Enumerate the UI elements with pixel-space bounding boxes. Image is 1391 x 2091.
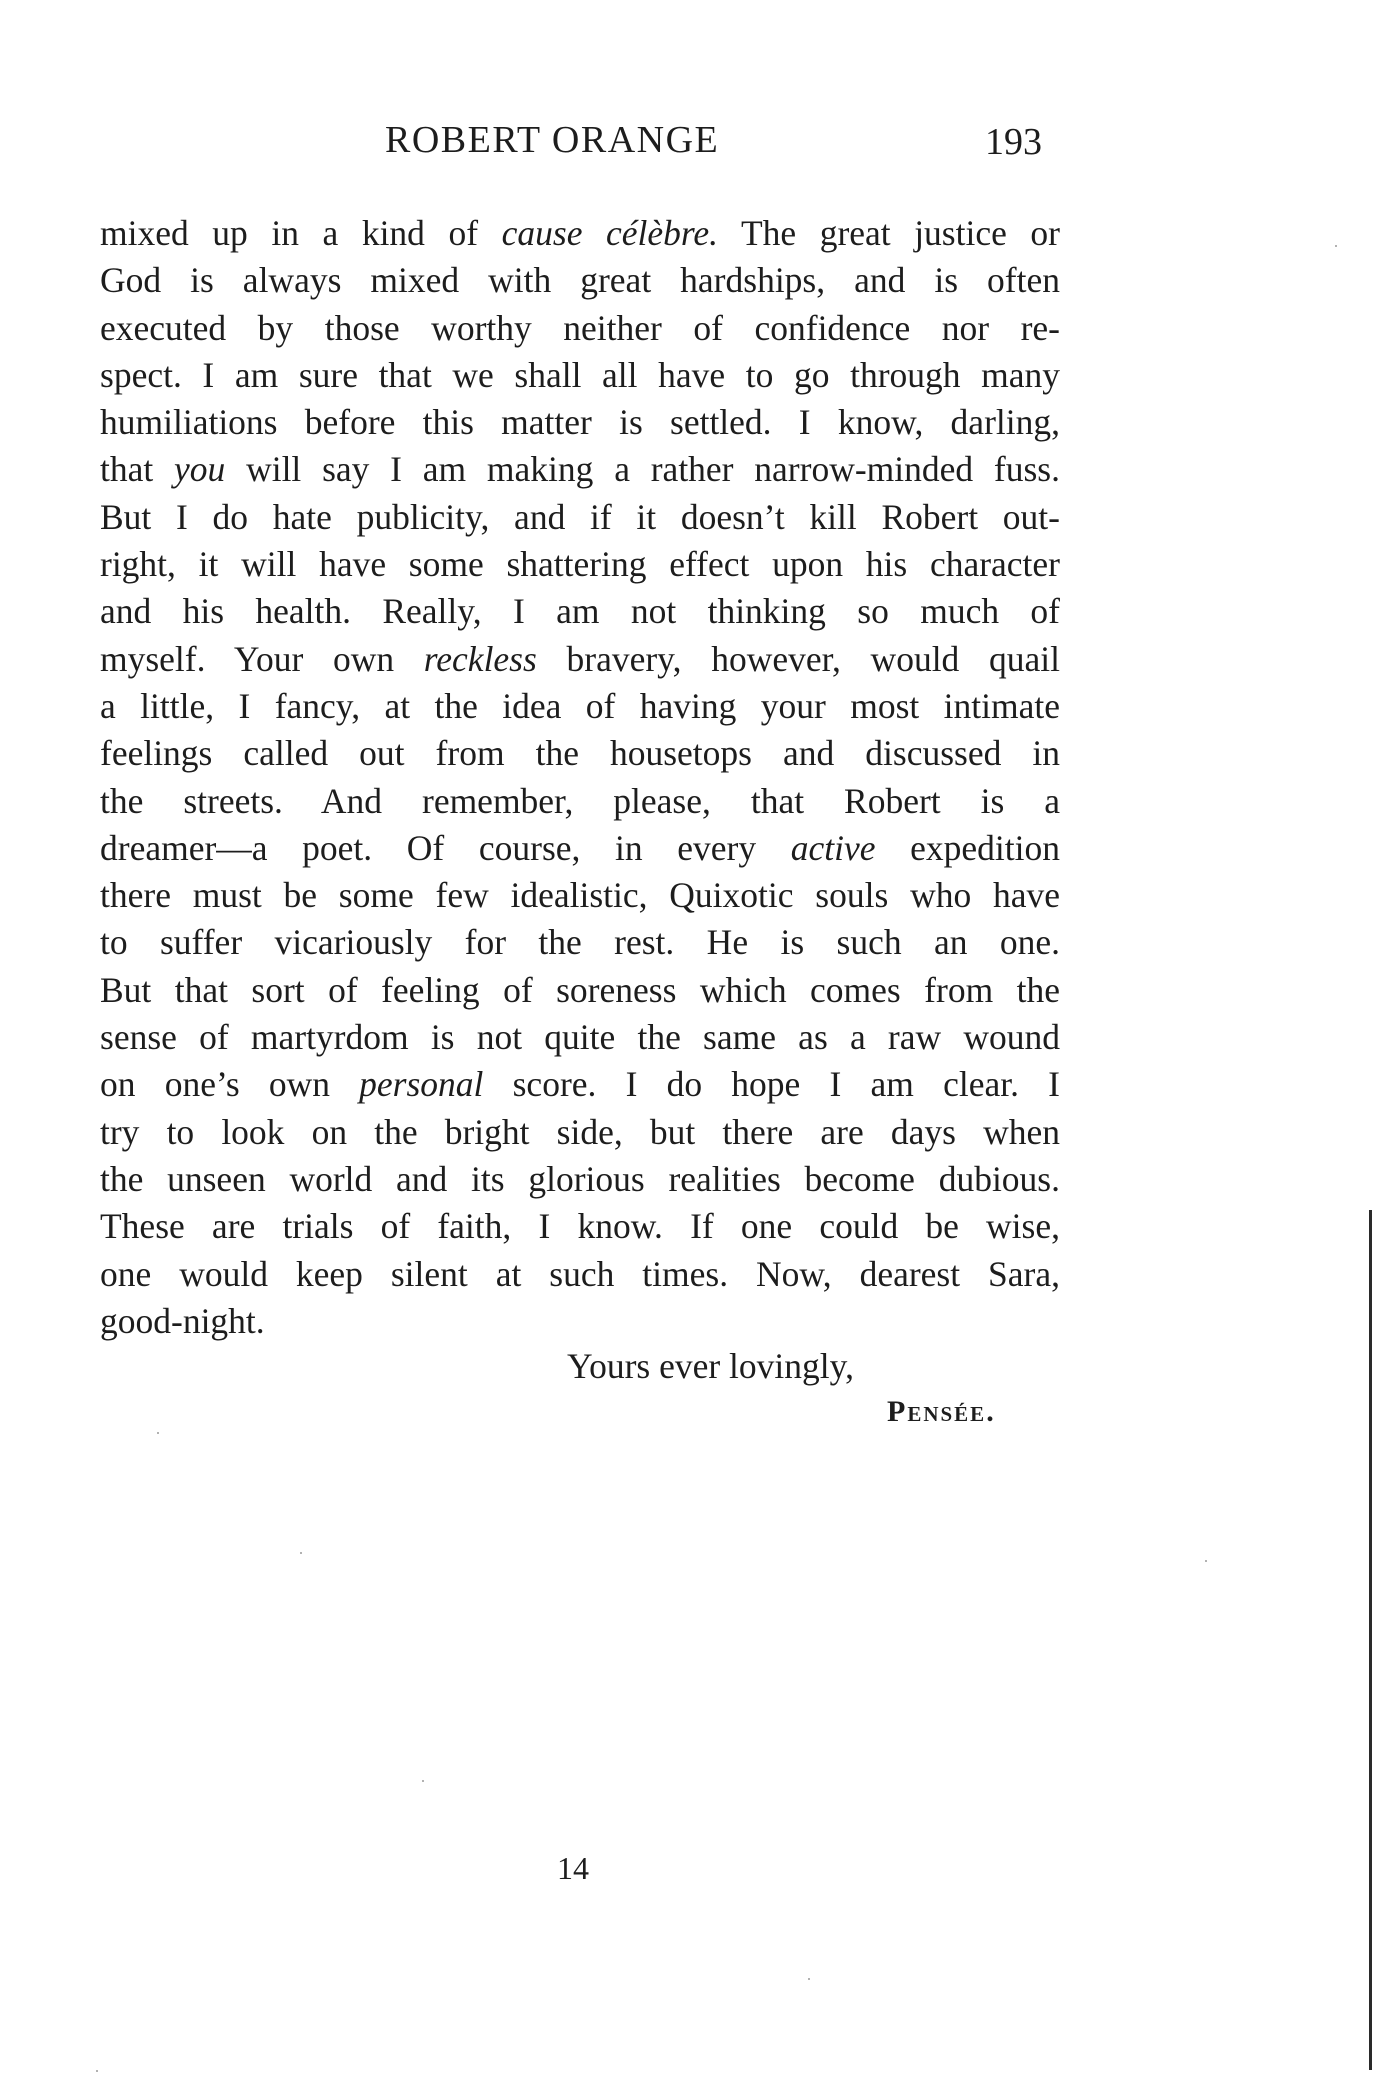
text-run: good-night. — [100, 1300, 265, 1341]
text-line — [100, 541, 1060, 588]
text-run: These are trials of faith, I know. If one could be wise, — [100, 1206, 1060, 1247]
text-line — [100, 919, 1060, 966]
text-line — [100, 305, 1060, 352]
italic-phrase: reckless — [423, 638, 537, 679]
text-run: sense of martyrdom is not quite the same as a raw wound — [100, 1017, 1060, 1058]
signature: Pensée. — [887, 1395, 996, 1428]
italic-phrase: personal — [359, 1064, 484, 1105]
text-line — [100, 1156, 1060, 1203]
text-line — [100, 494, 1060, 541]
text-run: right, it will have some shattering effect upon his character — [100, 544, 1060, 585]
text-line — [100, 210, 1060, 257]
paper-speck — [808, 1978, 810, 1980]
text-run: dreamer—a poet. Of course, in every — [100, 827, 791, 868]
text-run: But I do hate publicity, and if it doesn’t kill Robert out- — [100, 496, 1060, 537]
text-run: on one’s own — [100, 1064, 360, 1105]
text-run: But that sort of feeling of soreness which comes from the — [100, 969, 1060, 1010]
text-run: try to look on the bright side, but there are days when — [100, 1111, 1060, 1152]
text-line — [100, 636, 1060, 683]
text-line — [100, 872, 1060, 919]
text-line — [100, 1109, 1060, 1156]
text-run: God is always mixed with great hardships, and is often — [100, 260, 1060, 301]
text-line — [100, 352, 1060, 399]
text-run: that — [100, 449, 175, 490]
text-run: humiliations before this matter is settled. I know, darling, — [100, 402, 1060, 443]
text-line — [100, 399, 1060, 446]
valediction: Yours ever lovingly, — [567, 1346, 854, 1386]
text-run: will say I am making a rather narrow-minded fuss. — [225, 449, 1060, 490]
text-run: expedition — [875, 827, 1060, 868]
text-line — [100, 683, 1060, 730]
text-line — [100, 257, 1060, 304]
running-head — [0, 118, 1391, 168]
text-line — [100, 1251, 1060, 1298]
margin-rule — [1369, 1210, 1372, 2070]
text-line — [100, 1298, 1060, 1345]
text-line — [100, 1203, 1060, 1250]
paper-speck — [1335, 245, 1337, 247]
text-run: a little, I fancy, at the idea of having your most intimate — [100, 685, 1060, 726]
paper-speck — [96, 2070, 98, 2072]
text-run: and his health. Really, I am not thinking so much of — [100, 591, 1060, 632]
text-run: the unseen world and its glorious realities become dubious. — [100, 1158, 1060, 1199]
paper-speck — [300, 1552, 302, 1554]
text-run: myself. Your own — [100, 638, 424, 679]
text-line — [100, 730, 1060, 777]
text-run: executed by those worthy neither of confidence nor re- — [100, 307, 1060, 348]
text-run: one would keep silent at such times. Now, dearest Sara, — [100, 1253, 1060, 1294]
italic-phrase: active — [790, 827, 876, 868]
italic-phrase: cause célèbre. — [501, 213, 719, 253]
text-run: to suffer vicariously for the rest. He is such an one. — [100, 922, 1060, 963]
running-title: ROBERT ORANGE — [385, 119, 720, 161]
paper-speck — [1205, 1560, 1207, 1562]
paper-speck — [157, 1432, 159, 1434]
text-run: The great justice or — [718, 213, 1060, 253]
text-line — [100, 446, 1060, 493]
paper-speck — [422, 1780, 424, 1782]
text-line — [100, 1061, 1060, 1108]
text-run: mixed up in a kind of — [100, 213, 502, 253]
text-run: score. I do hope I am clear. I — [483, 1064, 1060, 1105]
italic-phrase: you — [174, 449, 226, 490]
body-text — [100, 210, 1060, 1345]
text-line — [100, 588, 1060, 635]
page-number: 193 — [985, 121, 1042, 163]
text-line — [100, 1014, 1060, 1061]
text-line — [100, 778, 1060, 825]
text-line — [100, 967, 1060, 1014]
signature-mark: 14 — [557, 1850, 589, 1886]
text-run: bravery, however, would quail — [536, 638, 1060, 679]
text-run: spect. I am sure that we shall all have to go through many — [100, 354, 1060, 395]
text-line — [100, 825, 1060, 872]
text-run: there must be some few idealistic, Quixotic souls who have — [100, 875, 1060, 916]
text-run: feelings called out from the housetops and discussed in — [100, 733, 1060, 774]
text-run: the streets. And remember, please, that Robert is a — [100, 780, 1060, 821]
